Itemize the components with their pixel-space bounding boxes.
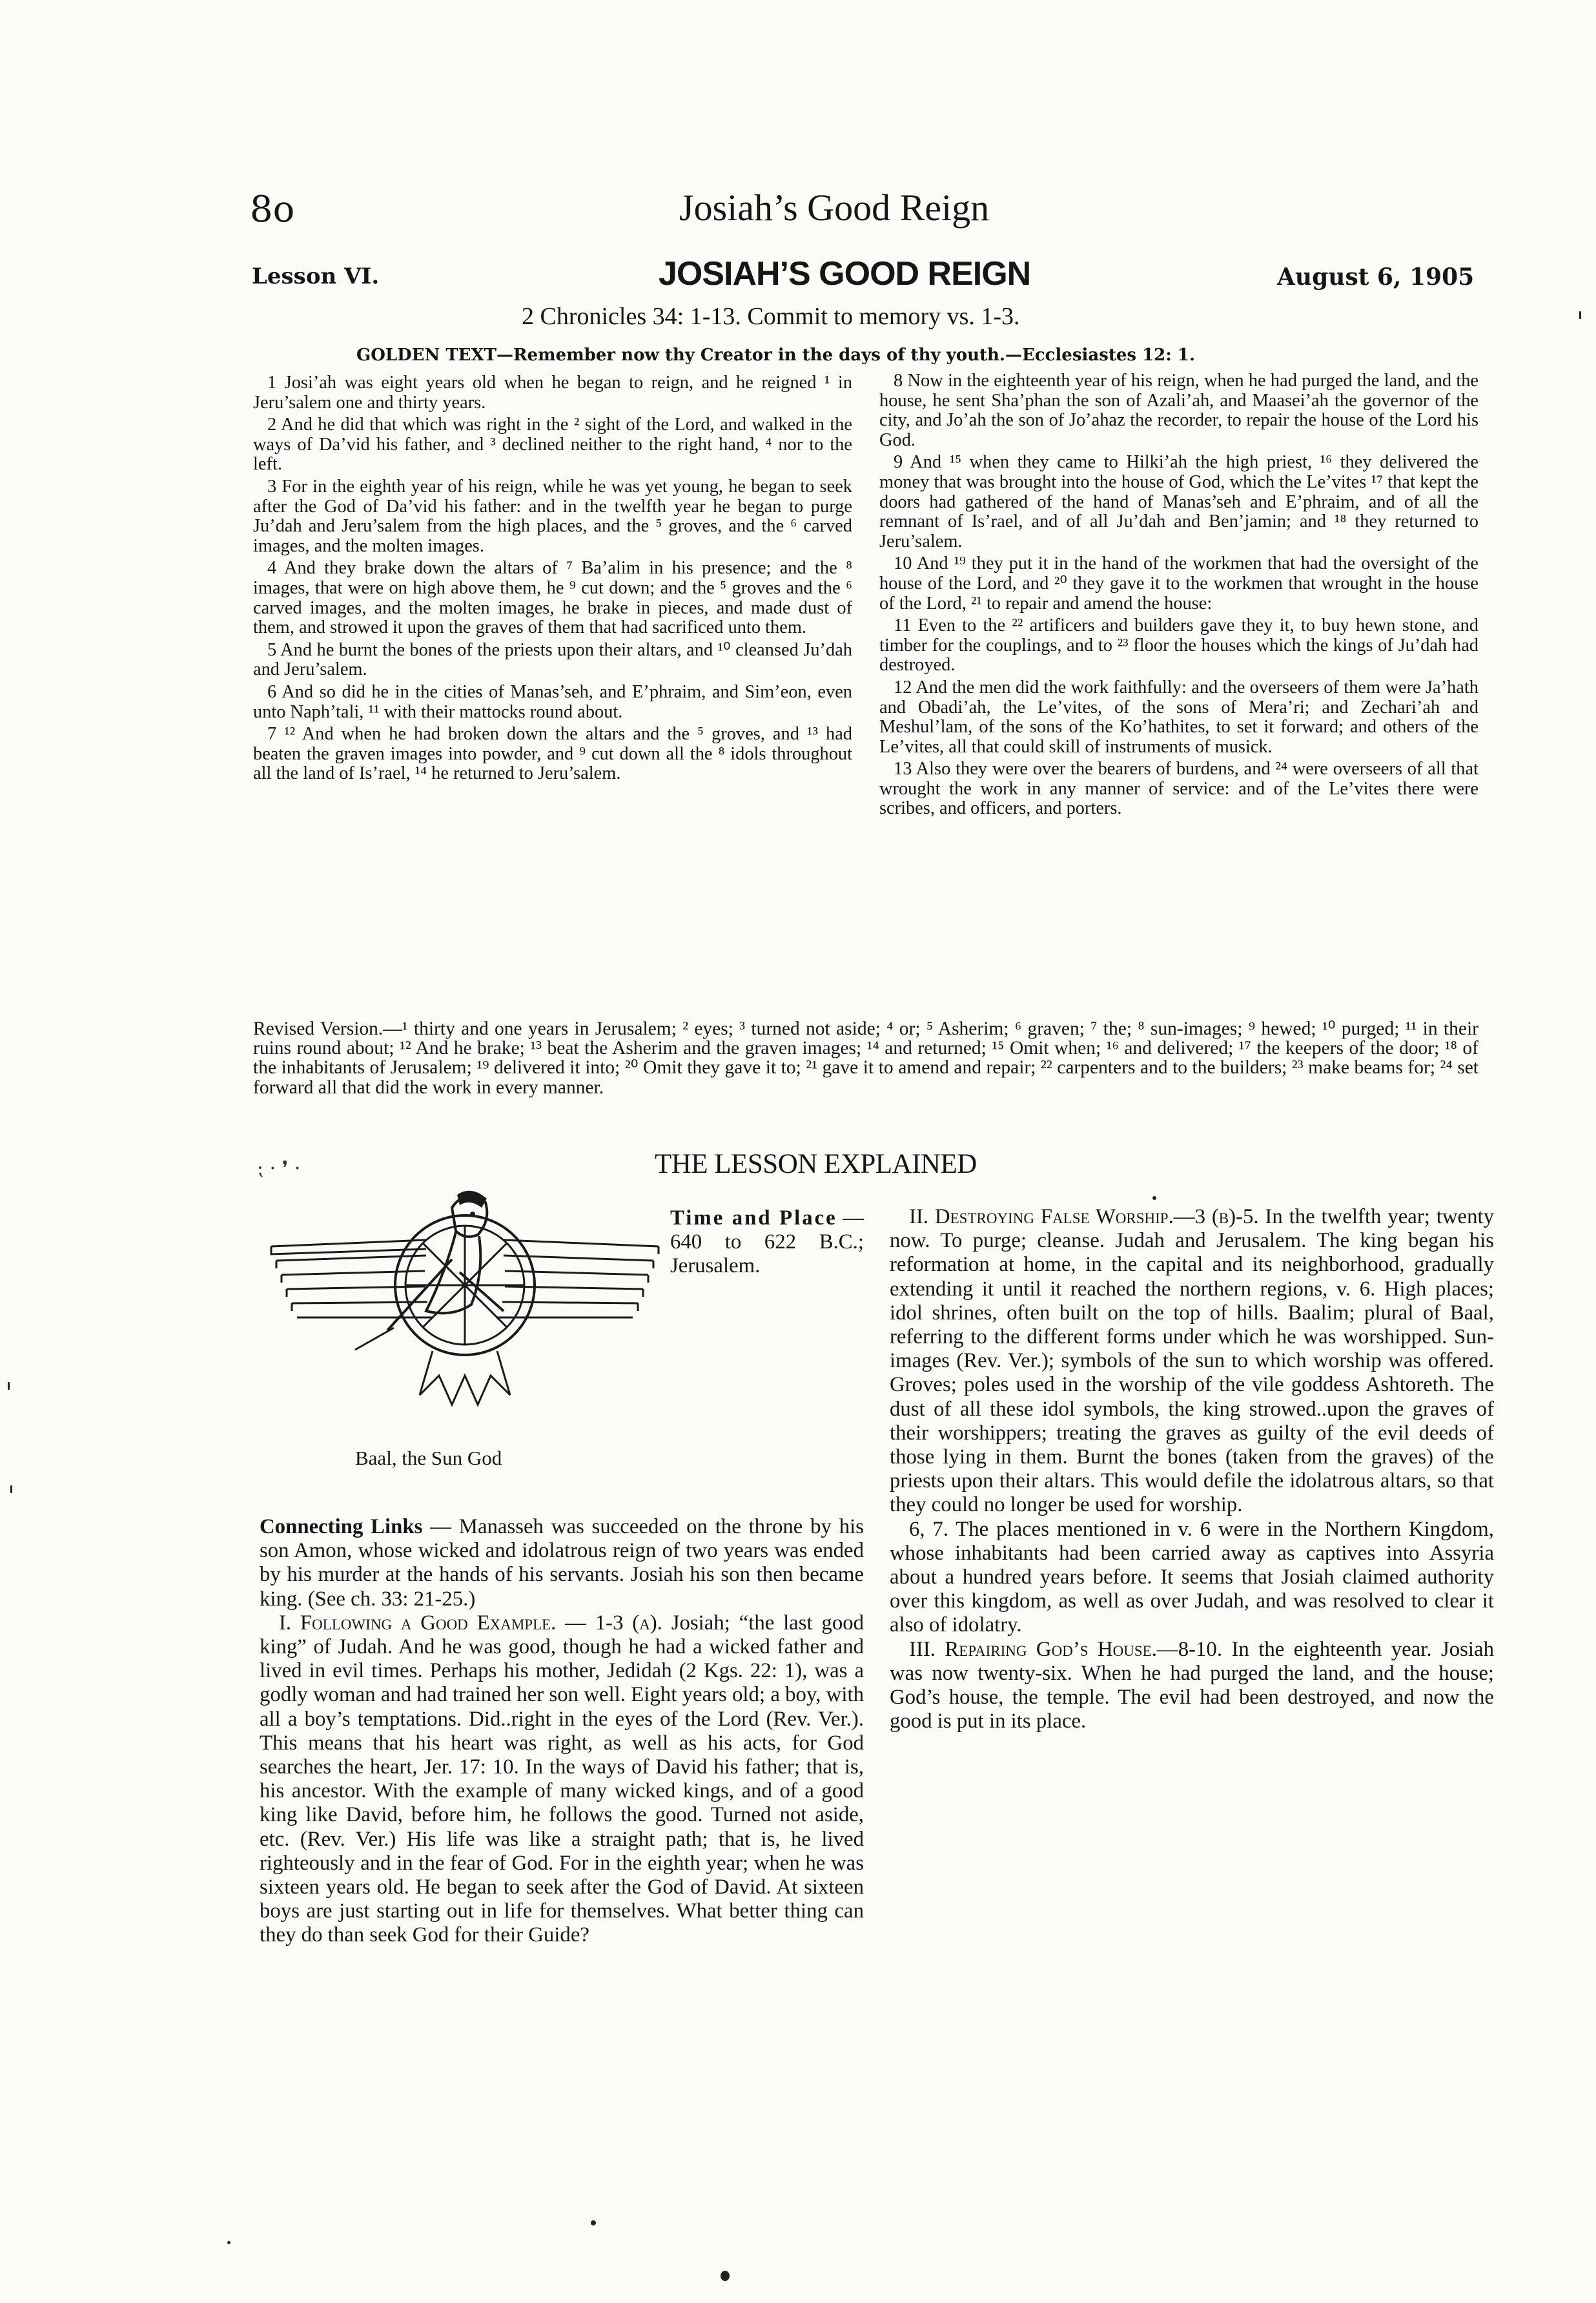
- verse: 3 For in the eighth year of his reign, while he was yet young, he began to seek after the God of Da’vid his father: and in the twelfth year he began to purge Ju’dah and Jeru’salem from the high places, and the ⁵ groves, and the ⁶ carved images, and the molten images.: [253, 476, 852, 556]
- section-one-title: I. Following a Good Example. — 1-3 (a).: [279, 1611, 662, 1635]
- verse: 8 Now in the eighteenth year of his reign, when he had purged the land, and the house, he sent Sha’phan the son of Azali’ah, and Maasei’ah the governor of the city, and Jo’ah the son of Jo’ahaz the recorder, to repair the house of the Lord his God.: [879, 371, 1478, 450]
- scan-speck: [1579, 311, 1581, 319]
- section-three-title: III. Repairing God’s House.—8-10.: [909, 1637, 1223, 1661]
- section-two-text: In the twelfth year; twenty now. To purge; cleanse. Judah and Jerusalem. The king began his reformation at home, in the capital and its neighborhood, gradually extending it until it reached the northern regions, v. 6. High places; idol shrines, often built on the top of hills. Baalim; plural of Baal, referring to the different forms under which he was worshipped. Sun-images (Rev. Ver.); symbols of the sun to which worship was offered. Groves; poles used in the worship of the vile goddess Ashtoreth. The dust of all these idol symbols, the king strowed..upon the graves of their worshippers; treating the graves as guilty of the evil deeds of those lying in them. Burnt the bones (taken from the graves) of the priests upon their altars. This would defile the idolatrous altars, so that they could no longer be used for worship.: [890, 1205, 1494, 1517]
- links-heading: Connecting Links: [260, 1515, 423, 1538]
- figure-caption: Baal, the Sun God: [355, 1447, 502, 1469]
- lesson-number: Lesson VI.: [252, 263, 380, 289]
- golden-text: GOLDEN TEXT—Remember now thy Creator in the days of thy youth.—Ecclesiastes 12: 1.: [356, 346, 1196, 365]
- scan-speck: [721, 2271, 730, 2281]
- lesson-title: JOSIAH’S GOOD REIGN: [659, 255, 1031, 293]
- verse: 10 And ¹⁹ they put it in the hand of the workmen that had the oversight of the house of the Lord, and ²⁰ they gave it to the workmen that wrought in the house of the Lord, ²¹ to repair and amend the house:: [879, 553, 1478, 614]
- links-text: — Manasseh was succeeded on the throne by his son Amon, whose wicked and idolatrous reign of two years was ended by his murder at the hands of his servants. Josiah his son then became king. (See ch. 33: 21-25.): [260, 1515, 864, 1611]
- section-two-title: II. Destroying False Worship.—3 (b)-5.: [909, 1205, 1259, 1228]
- verse: 5 And he burnt the bones of the priests upon their altars, and ¹⁰ cleansed Ju’dah and Jeru’salem.: [253, 639, 852, 680]
- revised-version-notes: Revised Version.—¹ thirty and one years in Jerusalem; ² eyes; ³ turned not aside; ⁴ or; ⁵ Asherim; ⁶ graven; ⁷ the; ⁸ sun-images; ⁹ hewed; ¹⁰ purged; ¹¹ in their ruins round about; ¹² And he brake; ¹³ beat the Asherim and the graven images; ¹⁴ and returned; ¹⁵ Omit when; ¹⁶ and delivered; ¹⁷ the keepers of the door; ¹⁸ of the inhabitants of Jerusalem; ¹⁹ delivered it into; ²⁰ Omit they gave it to; ²¹ gave it to amend and repair; ²² carpenters and to the builders; ²³ make beams for; ²⁴ set forward all that did the work in every manner.: [253, 1019, 1478, 1098]
- section-one-text: Josiah; “the last good king” of Judah. And he was good, though he had a wicked father and lived in evil times. Perhaps his mother, Jedidah (2 Kgs. 22: 1), was a godly woman and had trained her son well. Eight years old; a boy, with all a boy’s temptations. Did..right in the eyes of the Lord (Rev. Ver.). This means that his heart was right, as well as his acts, for God searches the heart, Jer. 17: 10. In the ways of David his father; that is, his ancestor. With the example of many wicked kings, and of a good king like David, before him, he follows the good. Turned not aside, etc. (Rev. Ver.) His life was like a straight path; that is, he lived righteously and in the fear of God. For in the eighth year; when he was sixteen years old. He began to seek after the God of David. At sixteen boys are just starting out in life for themselves. What better thing can they do than seek God for their Guide?: [260, 1611, 864, 1947]
- section-two: [890, 1205, 1494, 1518]
- verse: 4 And they brake down the altars of ⁷ Ba’alim in his presence; and the ⁸ images, that were on high above them, he ⁹ cut down; and the ⁵ groves and the ⁶ carved images, and the molten images, he brake in pieces, and made dust of them, and strowed it upon the graves of them that had sacrificed unto them.: [253, 558, 852, 638]
- verse: 6 And so did he in the cities of Manas’seh, and E’phraim, and Sim’eon, even unto Naph’tali, ¹¹ with their mattocks round about.: [253, 681, 852, 722]
- section-three-text: In the eighteenth year. Josiah was now twenty-six. When he had purged the land, and the house; God’s house, the temple. The evil had been destroyed, and now the good is put in its place.: [890, 1637, 1494, 1733]
- verse: 2 And he did that which was right in the ² sight of the Lord, and walked in the ways of Da’vid his father, and ³ declined neither to the right hand, ⁴ nor to the left.: [253, 415, 852, 475]
- time-place-text: — 640 to 622 B.C.; Jerusalem.: [670, 1206, 864, 1278]
- scan-speck: [1152, 1196, 1156, 1200]
- connecting-links: [260, 1515, 864, 1611]
- scan-speck: [227, 2241, 230, 2244]
- verse: 1 Josi’ah was eight years old when he began to reign, and he reigned ¹ in Jeru’salem one and thirty years.: [253, 373, 852, 413]
- verse: 12 And the men did the work faithfully: and the overseers of them were Ja’hath and Obadi’ah, the Le’vites, of the sons of Mera’ri; and Zechari’ah and Meshul’lam, of the sons of the Ko’hathites, to set it forward; and others of the Le’vites, all that could skill of instruments of musick.: [879, 677, 1478, 757]
- explained-right-column: [890, 1205, 1494, 2220]
- verse: 9 And ¹⁵ when they came to Hilki’ah the high priest, ¹⁶ they delivered the money that was brought into the house of God, which the Le’vites ¹⁷ that kept the doors had gathered of the hand of Manas’seh and E’phraim, and of all the remnant of Is’rael, and of all Ju’dah and Ben’jamin; and ¹⁸ they returned to Jeru’salem.: [879, 452, 1478, 552]
- running-title: Josiah’s Good Reign: [679, 187, 990, 229]
- verse: 13 Also they were over the bearers of burdens, and ²⁴ were overseers of all that wrought the work in any manner of service: and of the Le’vites there were scribes, and officers, and porters.: [879, 759, 1478, 819]
- section-one: [260, 1611, 864, 1948]
- time-place-heading: Time and Place: [670, 1206, 837, 1230]
- scan-speck: [591, 2220, 596, 2226]
- scripture-reference: 2 Chronicles 34: 1-13. Commit to memory vs. 1-3.: [522, 303, 1020, 330]
- scripture-right-column: [879, 371, 1478, 1018]
- scan-speck: [8, 1382, 10, 1390]
- section-heading: THE LESSON EXPLAINED: [655, 1149, 977, 1179]
- lesson-date: August 6, 1905: [1277, 263, 1475, 291]
- verses-six-seven: 6, 7. The places mentioned in v. 6 were in the Northern Kingdom, whose inhabitants had been carried away as captives into Assyria about a hundred years before. It seems that Josiah claimed authority over this kingdom, as well as over Judah, and was resolved to clear it also of idolatry.: [890, 1517, 1494, 1637]
- verse: 11 Even to the ²² artificers and builders gave they it, to buy hewn stone, and timber for the couplings, and to ²³ floor the houses which the kings of Ju’dah had destroyed.: [879, 615, 1478, 676]
- scripture-left-column: [253, 373, 852, 1020]
- section-three: [890, 1638, 1494, 1734]
- page-number: 8o: [250, 189, 295, 231]
- baal-sun-god-illustration: [258, 1182, 671, 1466]
- verse: 7 ¹² And when he had broken down the altars and the ⁵ groves, and ¹³ had beaten the graven images into powder, and ⁹ cut down all the ⁸ idols throughout all the land of Is’rael, ¹⁴ he returned to Jeru’salem.: [253, 724, 852, 784]
- ornament-specks: ⁏ · ❜ ·: [257, 1157, 301, 1180]
- time-and-links-column: [670, 1206, 864, 1514]
- explained-left-column: [260, 1515, 864, 2220]
- time-place: [670, 1206, 864, 1279]
- scan-speck: [10, 1485, 12, 1493]
